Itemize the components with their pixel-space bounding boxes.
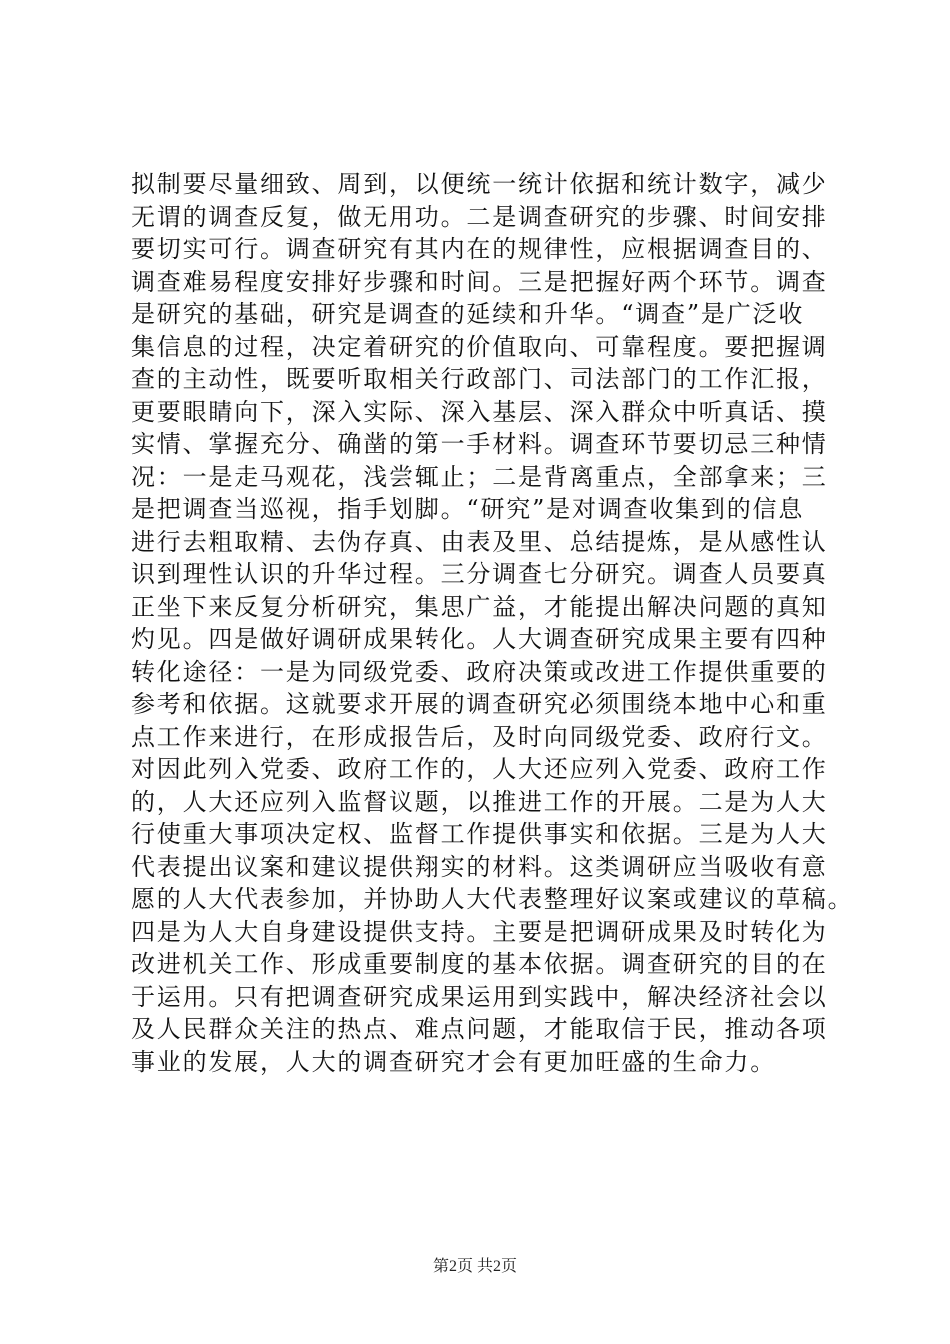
text-line: 况：一是走马观花，浅尝辄止；二是背离重点，全部拿来；三 [131, 462, 828, 491]
text-line: 实情、掌握充分、确凿的第一手材料。调查环节要切忌三种情 [131, 430, 828, 458]
text-line: 是把调查当巡视，指手划脚。“研究”是对调查收集到的信息 [131, 495, 805, 523]
text-line: 的，人大还应列入监督议题，以推进工作的开展。二是为人大 [131, 787, 828, 816]
text-line: 改进机关工作、形成重要制度的基本依据。调查研究的目的在 [131, 950, 828, 978]
page-footer: 第2页 共2页 [432, 1258, 517, 1275]
text-line: 参考和依据。这就要求开展的调查研究必须围绕本地中心和重 [131, 690, 828, 718]
text-line: 对因此列入党委、政府工作的，人大还应列入党委、政府工作 [131, 755, 828, 783]
text-line: 正坐下来反复分析研究，集思广益，才能提出解决问题的真知 [131, 592, 828, 621]
text-line: 要切实可行。调查研究有其内在的规律性，应根据调查目的、 [131, 235, 828, 263]
body-paragraph [131, 168, 854, 1078]
text-line: 转化途径：一是为同级党委、政府决策或改进工作提供重要的 [131, 657, 828, 686]
text-line: 进行去粗取精、去伪存真、由表及里、总结提炼，是从感性认 [131, 527, 828, 556]
text-line: 于运用。只有把调查研究成果运用到实践中，解决经济社会以 [131, 982, 828, 1011]
text-line: 查的主动性，既要听取相关行政部门、司法部门的工作汇报， [131, 365, 828, 393]
text-line: 拟制要尽量细致、周到，以便统一统计依据和统计数字，减少 [131, 170, 828, 198]
text-line: 代表提出议案和建议提供翔实的材料。这类调研应当吸收有意 [131, 852, 828, 881]
text-line: 灼见。四是做好调研成果转化。人大调查研究成果主要有四种 [131, 625, 828, 653]
text-line: 更要眼睛向下，深入实际、深入基层、深入群众中听真话、摸 [131, 397, 828, 426]
text-line: 及人民群众关注的热点、难点问题，才能取信于民，推动各项 [131, 1015, 828, 1043]
text-line: 四是为人大自身建设提供支持。主要是把调研成果及时转化为 [131, 917, 828, 946]
text-line: 事业的发展，人大的调查研究才会有更加旺盛的生命力。 [131, 1047, 776, 1076]
text-line: 行使重大事项决定权、监督工作提供事实和依据。三是为人大 [131, 820, 828, 848]
text-line: 识到理性认识的升华过程。三分调查七分研究。调查人员要真 [131, 560, 828, 588]
text-line: 集信息的过程，决定着研究的价值取向、可靠程度。要把握调 [131, 332, 828, 361]
text-line: 愿的人大代表参加，并协助人大代表整理好议案或建议的草稿。 [131, 885, 854, 913]
text-line: 调查难易程度安排好步骤和时间。三是把握好两个环节。调查 [131, 267, 828, 296]
text-line: 是研究的基础，研究是调查的延续和升华。“调查”是广泛收 [131, 300, 805, 328]
text-line: 点工作来进行，在形成报告后，及时向同级党委、政府行文。 [131, 722, 828, 751]
text-line: 无谓的调查反复，做无用功。二是调查研究的步骤、时间安排 [131, 202, 828, 231]
